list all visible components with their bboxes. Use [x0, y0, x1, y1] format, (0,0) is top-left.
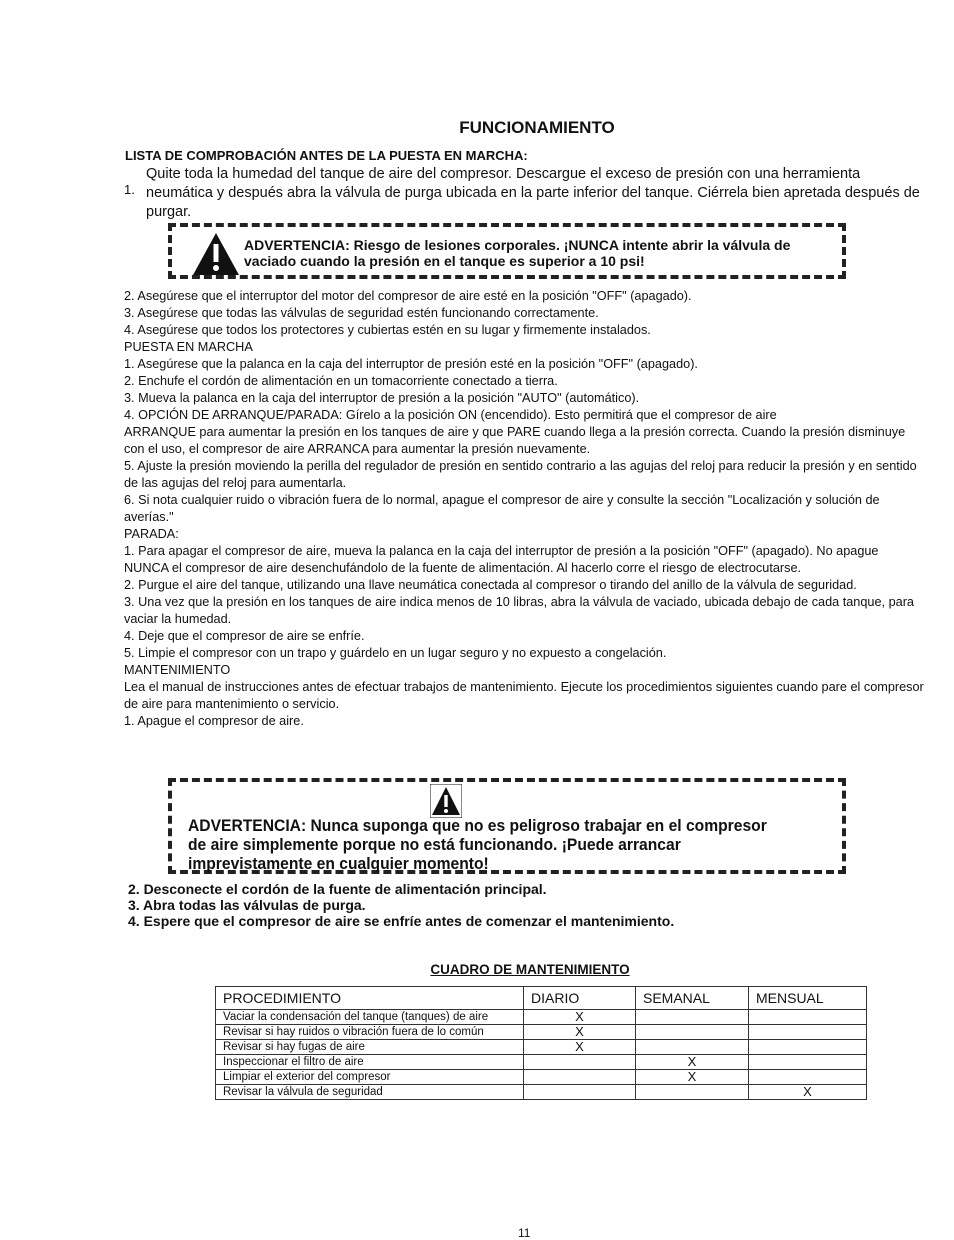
col-header-procedure: PROCEDIMIENTO: [216, 987, 524, 1010]
maintenance-table: [215, 986, 867, 1100]
weekly-cell: [636, 1085, 749, 1100]
daily-cell: X: [524, 1010, 636, 1025]
section-heading-startup: PUESTA EN MARCHA: [124, 340, 253, 354]
monthly-cell: [749, 1040, 867, 1055]
procedure-cell: Revisar la válvula de seguridad: [216, 1085, 524, 1100]
warning-text-1: ADVERTENCIA: Riesgo de lesiones corporales. ¡NUNCA intente abrir la válvula de vaciado cuando la presión en el tanque es superior a 10 psi!: [244, 237, 791, 269]
table-row: [216, 1055, 867, 1070]
page-number: 11: [518, 1226, 531, 1240]
weekly-cell: [636, 1025, 749, 1040]
instruction-line: 3. Mueva la palanca en la caja del interruptor de presión a la posición "AUTO" (automático).: [124, 391, 640, 405]
monthly-cell: X: [749, 1085, 867, 1100]
page-title: FUNCIONAMIENTO: [459, 118, 615, 137]
table-header-row: [216, 987, 867, 1010]
daily-cell: [524, 1055, 636, 1070]
step-item: 2. Desconecte el cordón de la fuente de alimentación principal.: [128, 881, 547, 897]
section-heading-maintenance: MANTENIMIENTO: [124, 663, 231, 677]
instruction-line: 1. Para apagar el compresor de aire, mueva la palanca en la caja del interruptor de presión a la posición "OFF" (apagado). No apague NUNCA el compresor de aire desenchufándolo de la fuente de alimentación. Al hacerlo corre el riesgo de electrocutarse.: [124, 544, 879, 575]
procedure-cell: Limpiar el exterior del compresor: [216, 1070, 524, 1085]
weekly-cell: X: [636, 1055, 749, 1070]
warning-triangle-icon: [430, 784, 462, 818]
col-header-daily: DIARIO: [524, 987, 636, 1010]
checklist-title: LISTA DE COMPROBACIÓN ANTES DE LA PUESTA EN MARCHA:: [125, 148, 528, 163]
table-row: [216, 1010, 867, 1025]
daily-cell: [524, 1085, 636, 1100]
weekly-cell: [636, 1040, 749, 1055]
warning-triangle-icon: [192, 232, 240, 276]
instruction-line: 6. Si nota cualquier ruido o vibración fuera de lo normal, apague el compresor de aire y consulte la sección "Localización y solución de averías.": [124, 493, 880, 524]
instruction-line: 5. Ajuste la presión moviendo la perilla del regulador de presión en sentido contrario a las agujas del reloj para reducir la presión y en sentido de las agujas del reloj para aumentarla.: [124, 459, 917, 490]
procedure-cell: Revisar si hay ruidos o vibración fuera de lo común: [216, 1025, 524, 1040]
instruction-line: 4. Asegúrese que todos los protectores y cubiertas estén en su lugar y firmemente instalados.: [124, 323, 651, 337]
weekly-cell: [636, 1010, 749, 1025]
table-row: [216, 1040, 867, 1055]
instruction-line: 4. OPCIÓN DE ARRANQUE/PARADA: Gírelo a la posición ON (encendido). Esto permitirá que el compresor de aire: [124, 408, 777, 422]
instruction-line: 3. Asegúrese que todas las válvulas de seguridad estén funcionando correctamente.: [124, 306, 599, 320]
monthly-cell: [749, 1010, 867, 1025]
instruction-line: 3. Una vez que la presión en los tanques de aire indica menos de 10 libras, abra la válvula de vaciado, ubicada debajo de cada tanque, para vaciar la humedad.: [124, 595, 914, 626]
checklist-item-1: Quite toda la humedad del tanque de aire del compresor. Descargue el exceso de presión con una herramienta neumática y después abra la válvula de purga ubicada en la parte inferior del tanque. Ciérrela bien apretada después de purgar.: [146, 166, 920, 220]
monthly-cell: [749, 1025, 867, 1040]
monthly-cell: [749, 1070, 867, 1085]
procedure-cell: Inspeccionar el filtro de aire: [216, 1055, 524, 1070]
daily-cell: X: [524, 1040, 636, 1055]
instruction-line: 2. Purgue el aire del tanque, utilizando una llave neumática conectada al compresor o tirando del anillo de la válvula de seguridad.: [124, 578, 857, 592]
weekly-cell: X: [636, 1070, 749, 1085]
col-header-monthly: MENSUAL: [749, 987, 867, 1010]
instruction-line: 2. Asegúrese que el interruptor del motor del compresor de aire esté en la posición "OFF" (apagado).: [124, 289, 692, 303]
instruction-line: 2. Enchufe el cordón de alimentación en un tomacorriente conectado a tierra.: [124, 374, 558, 388]
section-heading-stop: PARADA:: [124, 527, 179, 541]
instruction-line: 4. Deje que el compresor de aire se enfríe.: [124, 629, 365, 643]
instructions-list: [124, 288, 924, 730]
instruction-line: 1. Asegúrese que la palanca en la caja del interruptor de presión esté en la posición "OFF" (apagado).: [124, 357, 698, 371]
step-item: 4. Espere que el compresor de aire se enfríe antes de comenzar el mantenimiento.: [128, 913, 675, 929]
instruction-line: ARRANQUE para aumentar la presión en los tanques de aire y que PARE cuando llega a la presión correcta. Cuando la presión disminuye con el uso, el compresor de aire ARRANCA para aumentar la presión nuevamente.: [124, 425, 906, 456]
warning-box-2: [168, 778, 846, 874]
table-row: [216, 1085, 867, 1100]
instruction-line: 1. Apague el compresor de aire.: [124, 714, 304, 728]
table-row: [216, 1025, 867, 1040]
daily-cell: X: [524, 1025, 636, 1040]
item-number: 1.: [124, 182, 135, 197]
col-header-weekly: SEMANAL: [636, 987, 749, 1010]
table-row: [216, 1070, 867, 1085]
procedure-cell: Revisar si hay fugas de aire: [216, 1040, 524, 1055]
warning-box-1: [168, 223, 846, 279]
maintenance-steps: [128, 881, 674, 929]
warning-text-2: ADVERTENCIA: Nunca suponga que no es peligroso trabajar en el compresor de aire simplemente porque no está funcionando. ¡Puede arrancar imprevistamente en cualquier momento!: [188, 816, 767, 873]
instruction-line: 5. Limpie el compresor con un trapo y guárdelo en un lugar seguro y no expuesto a congelación.: [124, 646, 667, 660]
step-item: 3. Abra todas las válvulas de purga.: [128, 897, 366, 913]
daily-cell: [524, 1070, 636, 1085]
instruction-line: Lea el manual de instrucciones antes de efectuar trabajos de mantenimiento. Ejecute los procedimientos siguientes cuando pare el compresor de aire para mantenimiento o servicio.: [124, 680, 924, 711]
maintenance-table-title: CUADRO DE MANTENIMIENTO: [430, 962, 630, 977]
monthly-cell: [749, 1055, 867, 1070]
procedure-cell: Vaciar la condensación del tanque (tanques) de aire: [216, 1010, 524, 1025]
